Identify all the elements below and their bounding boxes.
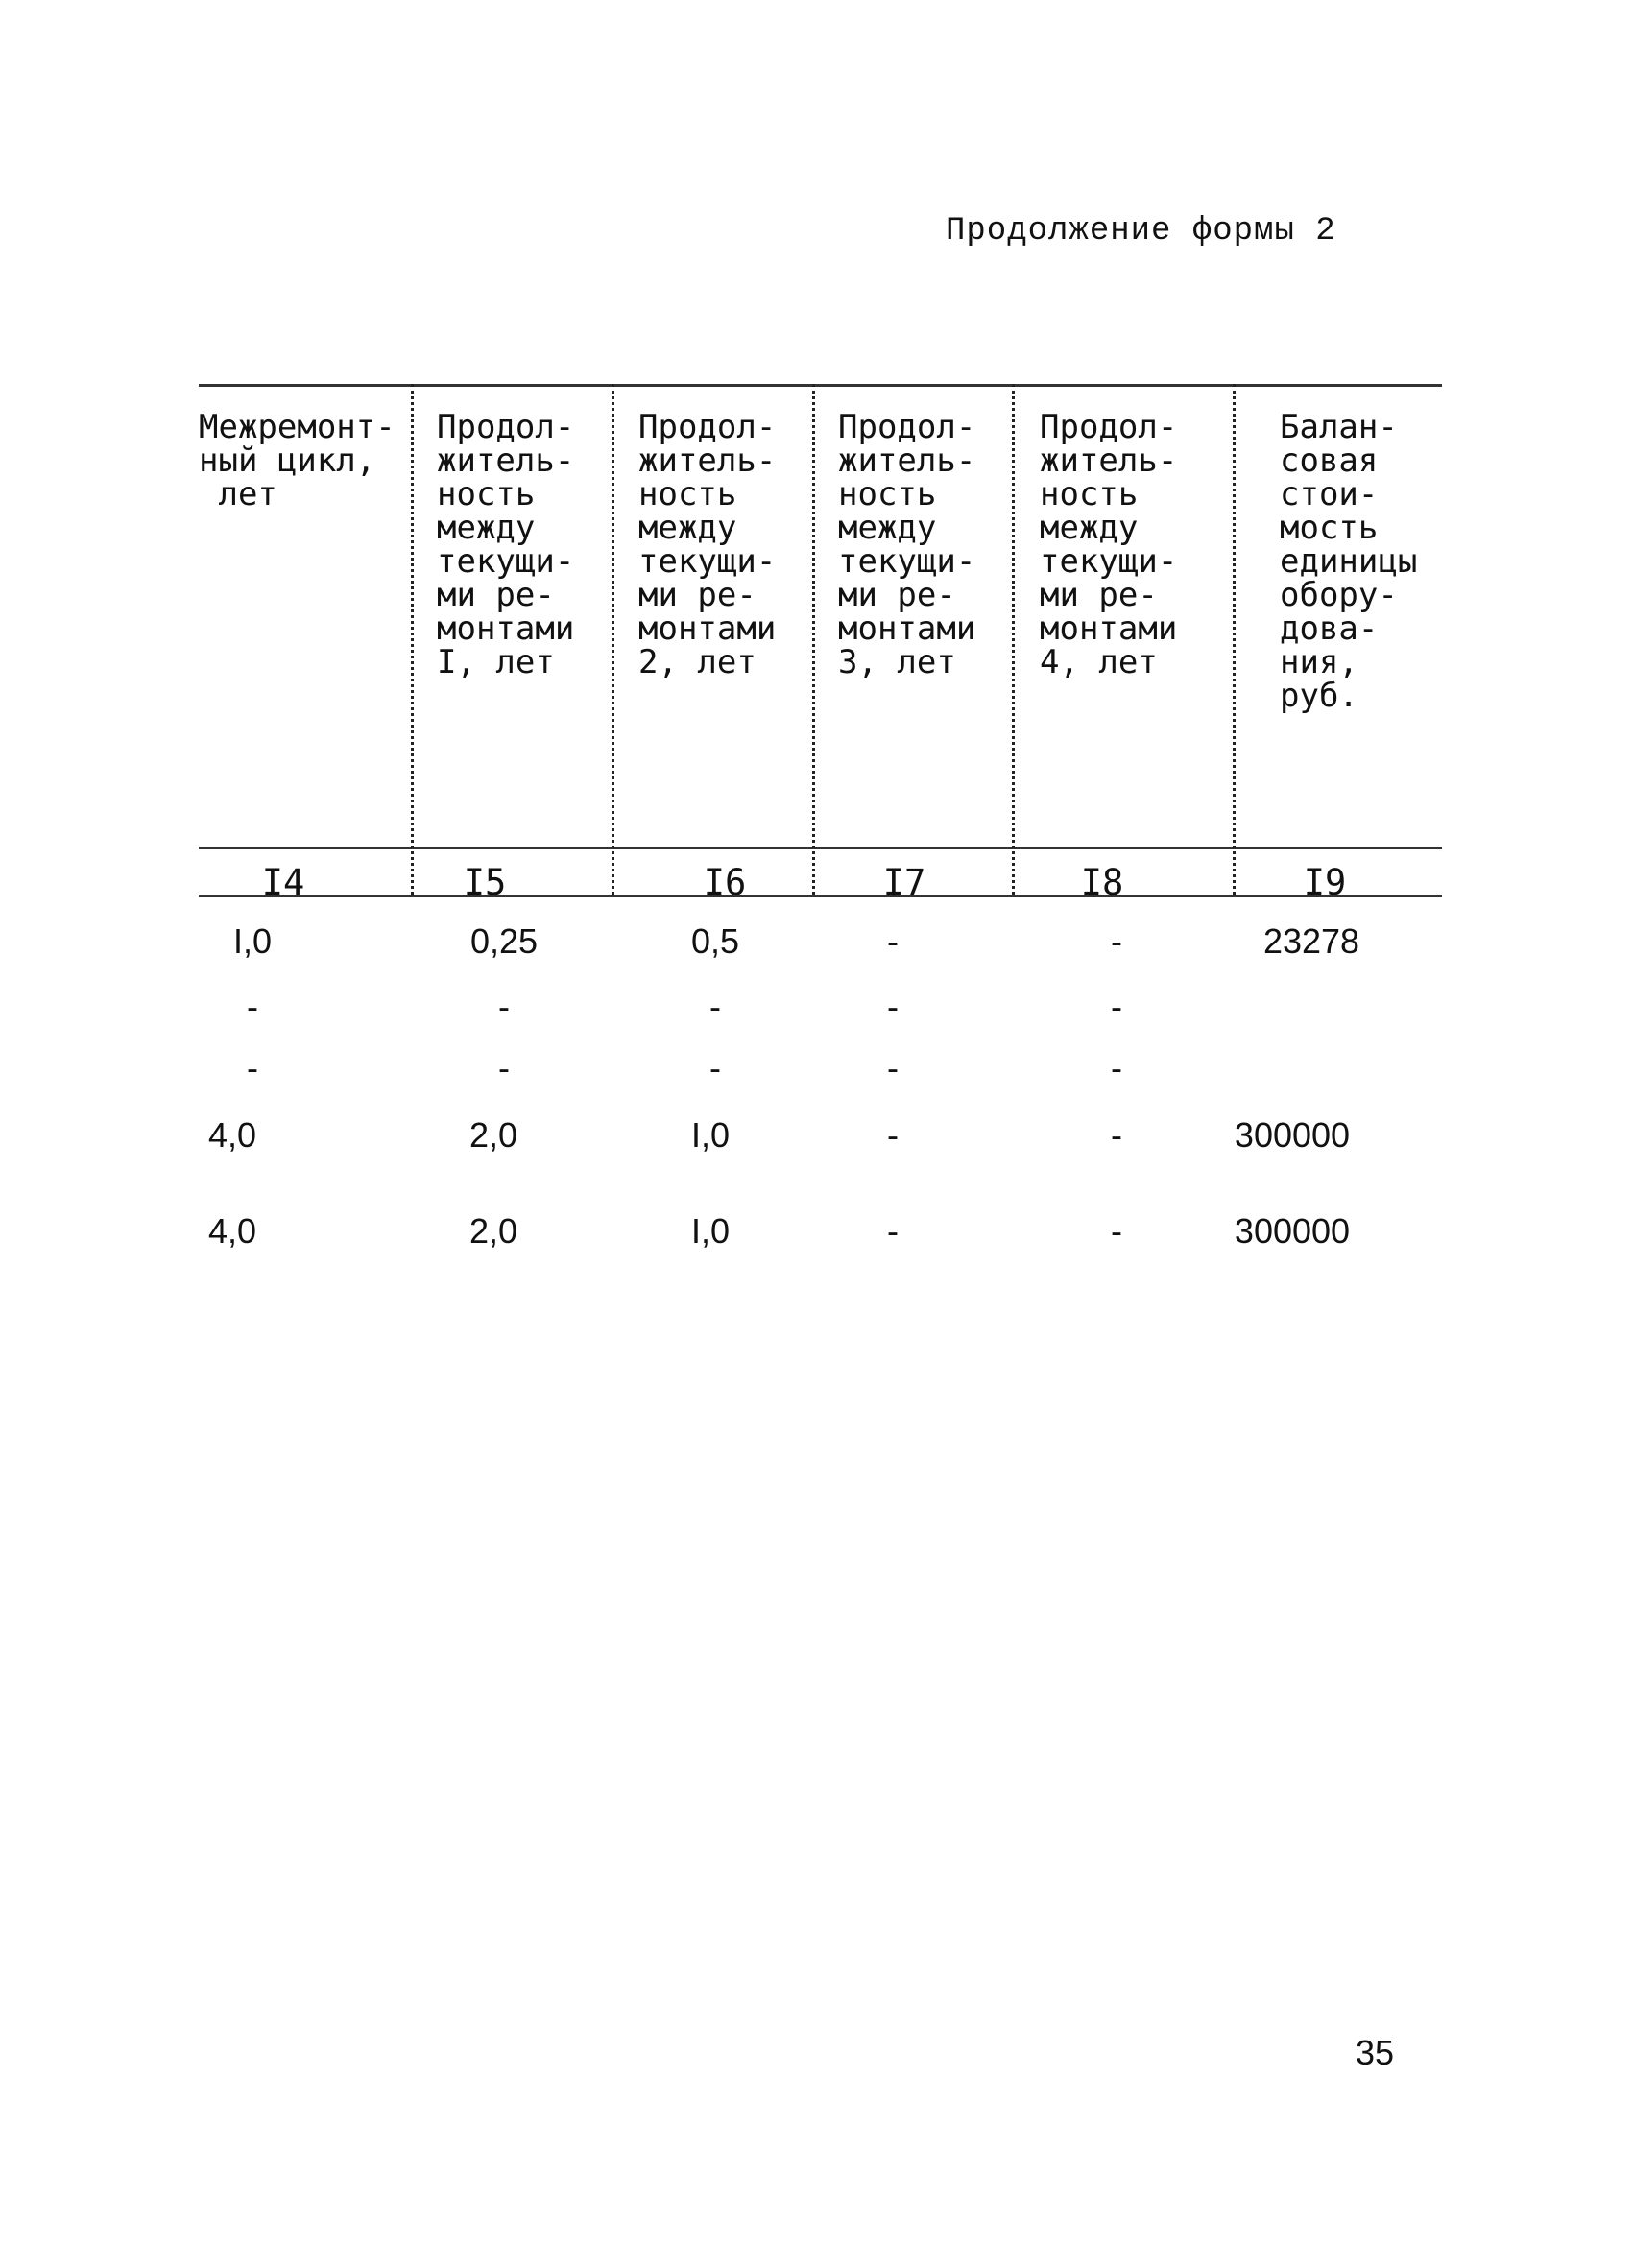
column-number: I8 (1080, 862, 1124, 903)
table-cell: 300000 (1234, 1211, 1351, 1251)
column-number: I6 (703, 862, 747, 903)
table-top-rule (199, 384, 1442, 387)
header-interval-2: Продол- житель- ность между текущи- ми ре- монтами 2, лет (638, 408, 777, 681)
column-number: I9 (1303, 862, 1347, 903)
header-bottom-rule (199, 847, 1442, 849)
table-cell: - (887, 921, 899, 961)
table-cell: 300000 (1234, 1115, 1351, 1155)
column-divider (1233, 384, 1236, 895)
numbers-bottom-rule (199, 895, 1442, 897)
column-number: I5 (463, 862, 507, 903)
header-interval-4: Продол- житель- ность между текущи- ми ре- монтами 4, лет (1040, 408, 1178, 681)
page-number: 35 (1356, 2033, 1395, 2072)
header-interval-1: Продол- житель- ность между текущи- ми ре- монтами I, лет (437, 408, 575, 681)
table-cell: - (247, 1048, 258, 1087)
table-cell: - (887, 1115, 899, 1155)
table-cell: 0,5 (690, 921, 740, 961)
column-number: I7 (882, 862, 926, 903)
header-cycle: Межремонт- ный цикл, лет (199, 408, 396, 513)
table-cell: - (887, 987, 899, 1026)
column-divider (411, 384, 414, 895)
column-divider (612, 384, 614, 895)
table-cell: - (1111, 1115, 1122, 1155)
table-cell: I,0 (232, 921, 273, 961)
table-cell: - (1111, 1211, 1122, 1251)
table-cell: - (709, 987, 721, 1026)
table-cell: - (498, 1048, 510, 1087)
form-caption: Продолжение формы 2 (946, 213, 1336, 250)
table-cell: - (1111, 1048, 1122, 1087)
table-cell: - (247, 987, 258, 1026)
table-cell: 4,0 (207, 1211, 257, 1251)
table-cell: 4,0 (207, 1115, 257, 1155)
table-cell: 0,25 (469, 921, 539, 961)
table-cell: - (887, 1048, 899, 1087)
table-cell: - (709, 1048, 721, 1087)
table-cell: - (1111, 921, 1122, 961)
header-interval-3: Продол- житель- ность между текущи- ми ре- монтами 3, лет (838, 408, 976, 681)
table-cell: - (887, 1211, 899, 1251)
header-book-value: Балан- совая стои- мость единицы обору- дова- ния, руб. (1280, 408, 1418, 715)
table-cell: - (1111, 987, 1122, 1026)
column-divider (812, 384, 815, 895)
table-cell: 2,0 (468, 1211, 518, 1251)
table-cell: I,0 (690, 1211, 731, 1251)
column-number: I4 (261, 862, 305, 903)
table-cell: 23278 (1262, 921, 1360, 961)
column-divider (1012, 384, 1015, 895)
table-cell: - (498, 987, 510, 1026)
table-cell: 2,0 (468, 1115, 518, 1155)
table-cell: I,0 (690, 1115, 731, 1155)
